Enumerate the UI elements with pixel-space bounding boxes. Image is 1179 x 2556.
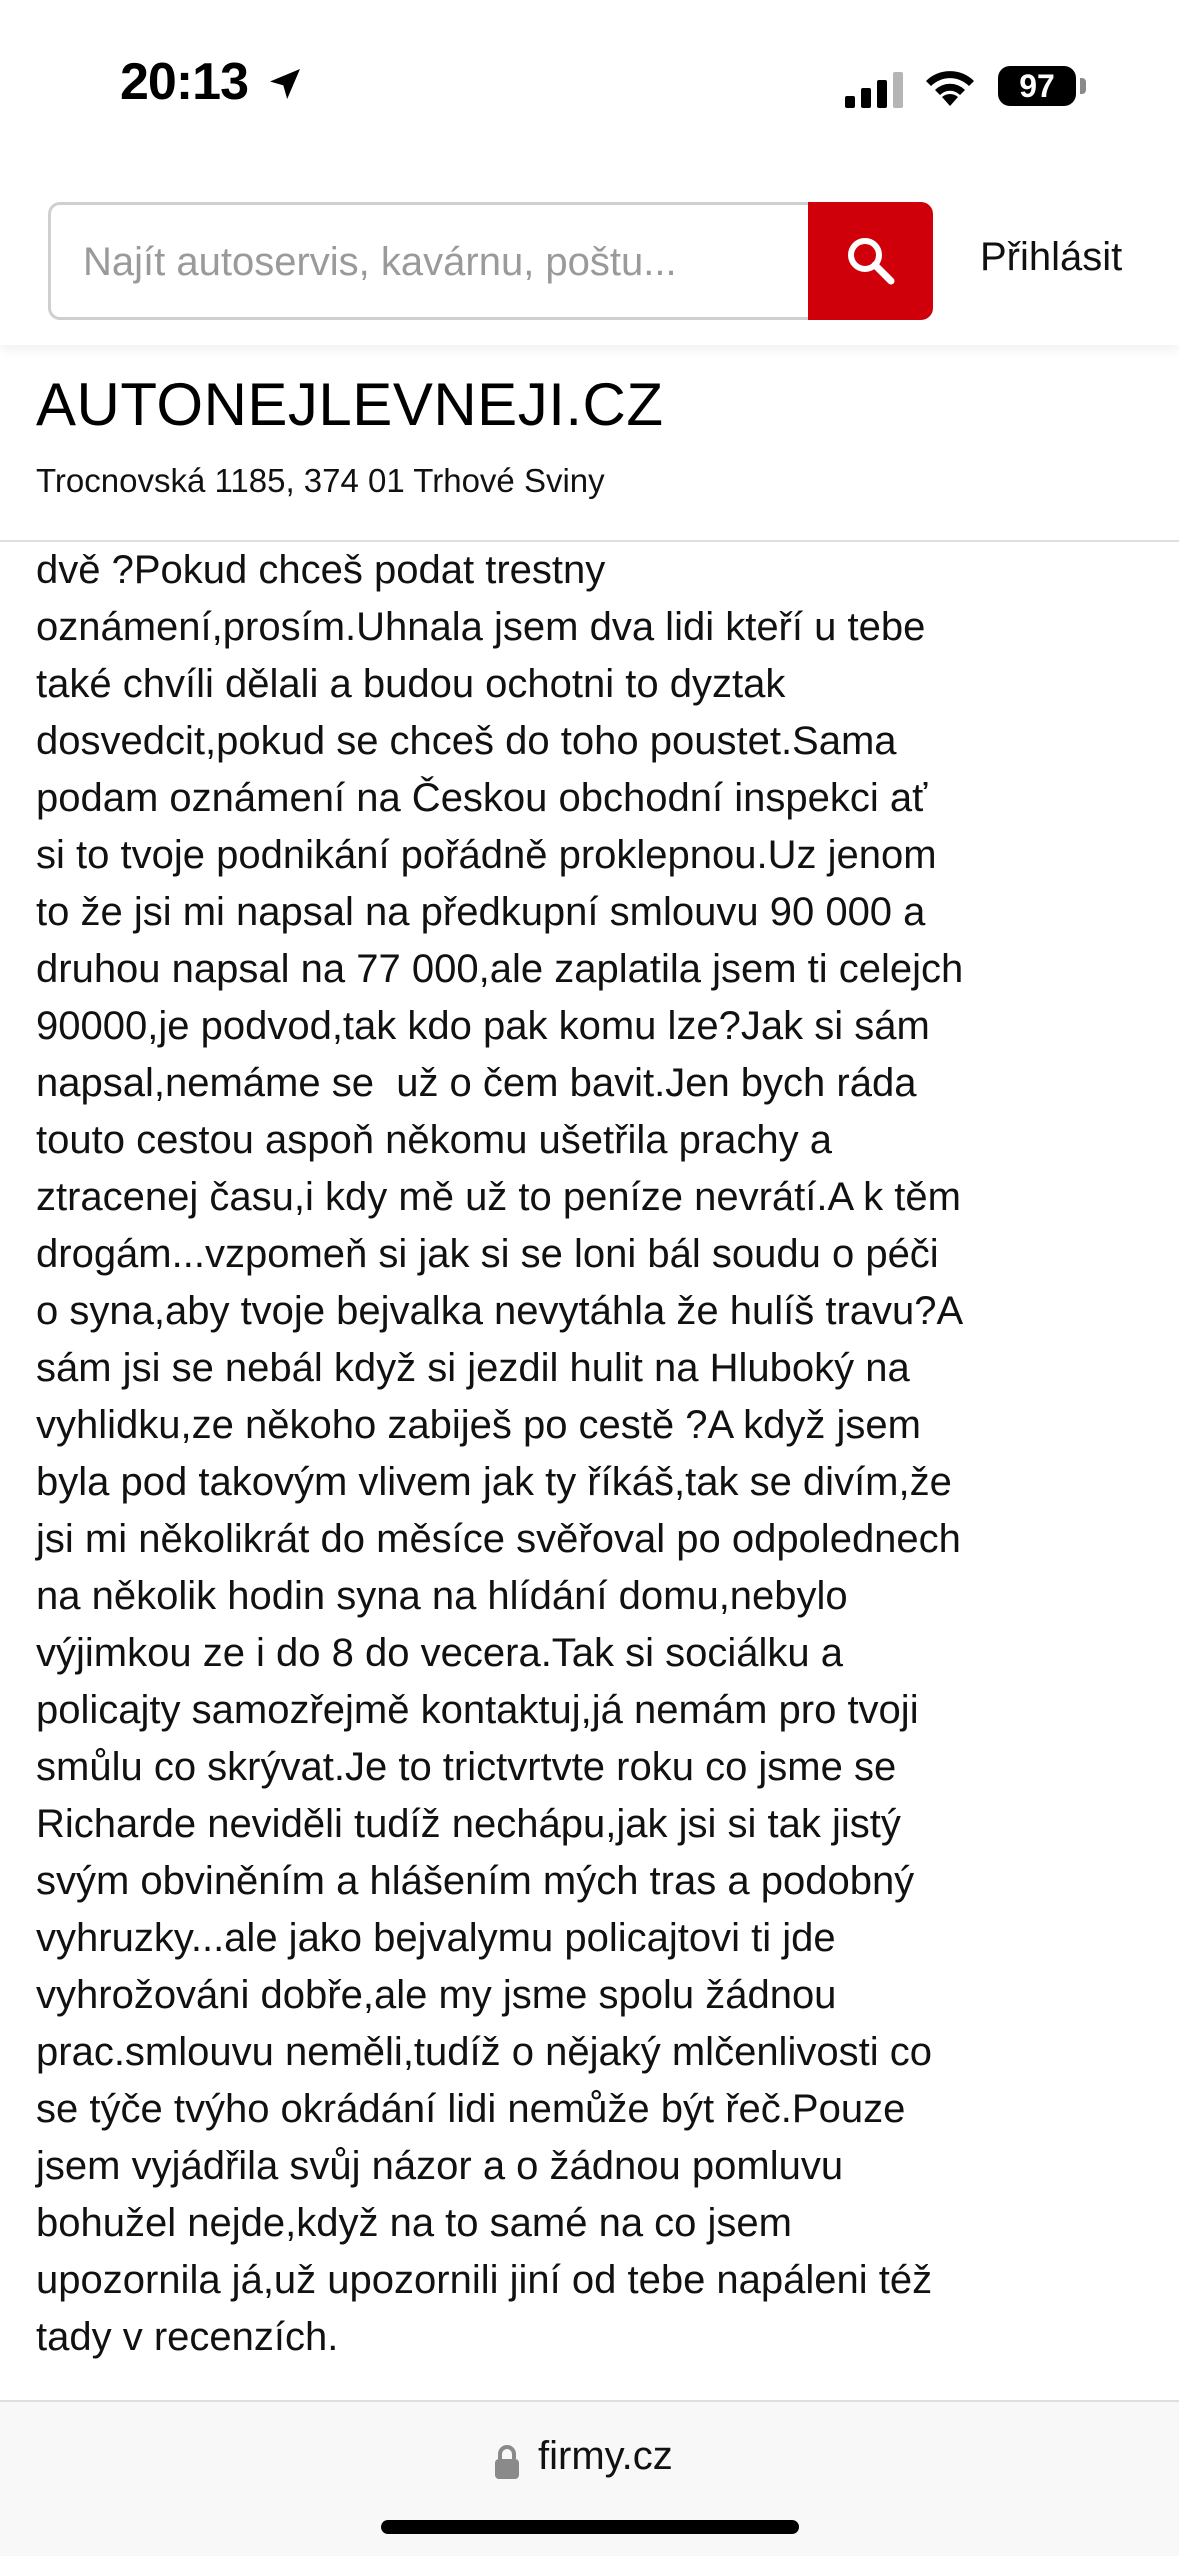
review-line: vyhruzky...ale jako bejvalymu policajtovi ti jde xyxy=(36,1916,836,1960)
review-line: sám jsi se nebál když si jezdil hulit na Hluboký na xyxy=(36,1346,910,1390)
review-line: dvě ?Pokud chceš podat trestny xyxy=(36,548,606,592)
review-line: na několik hodin syna na hlídání domu,nebylo xyxy=(36,1574,848,1618)
review-line: si to tvoje podnikání pořádně proklepnou.Uz jenom xyxy=(36,833,937,877)
review-line: se týče tvýho okrádání lidi nemůže být řeč.Pouze xyxy=(36,2087,906,2131)
battery-tip xyxy=(1080,78,1086,94)
cellular-signal-icon xyxy=(845,72,905,108)
review-line: smůlu co skrývat.Je to trictvrtvte roku co jsme se xyxy=(36,1745,897,1789)
review-line: svým obviněním a hlášením mých tras a podobný xyxy=(36,1859,915,1903)
magnifier-icon xyxy=(843,233,899,289)
home-indicator[interactable] xyxy=(381,2520,799,2534)
review-line: napsal,nemáme se už o čem bavit.Jen bych ráda xyxy=(36,1061,917,1105)
site-header xyxy=(0,175,1179,345)
business-address: Trocnovská 1185, 374 01 Trhové Sviny xyxy=(36,462,605,499)
review-line: podam oznámení na Českou obchodní inspekci ať xyxy=(36,776,928,820)
business-name: AUTONEJLEVNEJI.CZ xyxy=(36,371,664,438)
review-line: jsi mi několikrát do měsíce svěřoval po odpolednech xyxy=(36,1517,961,1561)
battery-icon xyxy=(998,66,1076,106)
review-line: policajty samozřejmě kontaktuj,já nemám pro tvoji xyxy=(36,1688,919,1732)
review-line: také chvíli dělali a budou ochotni to dyztak xyxy=(36,662,786,706)
review-line: o syna,aby tvoje bejvalka nevytáhla že hulíš travu?A xyxy=(36,1289,964,1333)
location-arrow-icon xyxy=(265,64,305,104)
review-line: druhou napsal na 77 000,ale zaplatila jsem ti celejch xyxy=(36,947,964,991)
review-line: dosvedcit,pokud se chceš do toho poustet.Sama xyxy=(36,719,897,763)
lock-icon xyxy=(494,2444,520,2480)
domain-label[interactable]: firmy.cz xyxy=(538,2434,673,2478)
review-line: tady v recenzích. xyxy=(36,2315,339,2359)
wifi-icon xyxy=(922,62,978,108)
login-link[interactable]: Přihlásit xyxy=(980,235,1123,279)
review-line: touto cestou aspoň někomu ušetřila prachy a xyxy=(36,1118,833,1162)
review-line: vyhlidku,ze někoho zabiješ po cestě ?A když jsem xyxy=(36,1403,921,1447)
review-line: byla pod takovým vlivem jak ty říkáš,tak se divím,že xyxy=(36,1460,952,1504)
search-box[interactable] xyxy=(48,202,808,320)
battery-level: 97 xyxy=(1019,68,1055,104)
review-line: 90000,je podvod,tak kdo pak komu lze?Jak si sám xyxy=(36,1004,930,1048)
review-text xyxy=(36,542,1146,2366)
search-button[interactable] xyxy=(808,202,933,320)
review-line: bohužel nejde,když na to samé na co jsem xyxy=(36,2201,792,2245)
review-line: jsem vyjádřila svůj názor a o žádnou pomluvu xyxy=(36,2144,844,2188)
status-bar xyxy=(0,0,1179,175)
review-line: Richarde neviděli tudíž nechápu,jak jsi si tak jistý xyxy=(36,1802,901,1846)
review-line: vyhrožováni dobře,ale my jsme spolu žádnou xyxy=(36,1973,837,2017)
review-line: prac.smlouvu neměli,tudíž o nějaký mlčenlivosti co xyxy=(36,2030,932,2074)
review-line: upozornila já,už upozornili jiní od tebe napáleni též xyxy=(36,2258,933,2302)
review-line: oznámení,prosím.Uhnala jsem dva lidi kteří u tebe xyxy=(36,605,926,649)
review-line: ztracenej času,i kdy mě už to peníze nevrátí.A k těm xyxy=(36,1175,961,1219)
review-line: to že jsi mi napsal na předkupní smlouvu 90 000 a xyxy=(36,890,926,934)
status-time: 20:13 xyxy=(120,53,248,111)
review-line: výjimkou ze i do 8 do vecera.Tak si sociálku a xyxy=(36,1631,844,1675)
search-input[interactable] xyxy=(81,205,785,319)
review-line: drogám...vzpomeň si jak si se loni bál soudu o péči xyxy=(36,1232,939,1276)
browser-address-bar[interactable] xyxy=(0,2402,1179,2556)
